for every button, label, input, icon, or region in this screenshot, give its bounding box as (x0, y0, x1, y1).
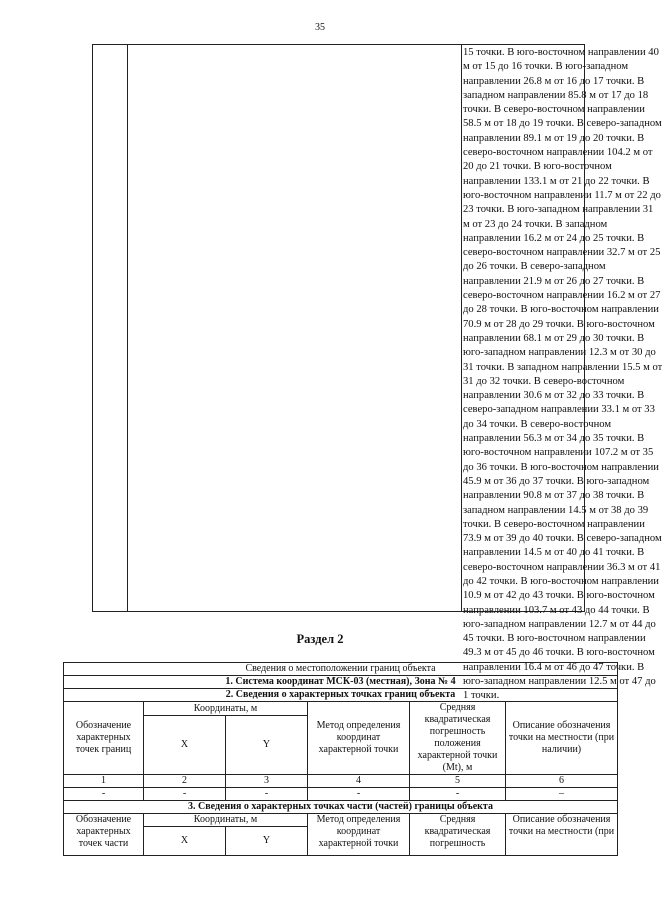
page-number: 35 (315, 22, 325, 33)
description-line: до 36 точки. В юго-восточном направлении (463, 461, 659, 473)
table-cell: - (144, 788, 226, 801)
description-line: до 26 точки. В северо-западном (463, 261, 606, 273)
header-description: Описание обозначения точки на местности (при наличии) (506, 702, 618, 775)
description-line: юго-западном направлении 12.5 м от 47 до (463, 676, 656, 688)
table-cell: - (64, 788, 144, 801)
description-line: направлении 90.8 м от 37 до 38 точки. В (463, 490, 645, 502)
header-method: Метод определения координат характерной точки (308, 702, 410, 775)
description-line: 31 до 32 точки. В северо-восточном (463, 375, 625, 387)
description-line: направлении 30.6 м от 32 до 33 точки. В (463, 390, 645, 402)
description-line: направлении 56.3 м от 34 до 35 точки. В (463, 433, 645, 445)
page-bottom-edge (0, 882, 640, 905)
description-line: до 28 точки. В юго-восточном направлении (463, 304, 659, 316)
description-line: до 42 точки. В юго-восточном направлении (463, 575, 659, 587)
column-number: 5 (410, 775, 506, 788)
description-line: юго-восточном направлении 107.2 м от 35 (463, 447, 654, 459)
header3-point-designation: Обозначение характерных точек части (64, 814, 144, 856)
description-line: 58.5 м от 18 до 19 точки. В северо-западном (463, 118, 662, 130)
description-line: северо-восточном направлении 36.3 м от 41 (463, 561, 661, 573)
table-caption: Сведения о местоположении границ объекта (64, 663, 618, 676)
description-line: западном направлении 85.8 м от 17 до 18 (463, 89, 649, 101)
description-line: северо-восточном направлении 16.2 м от 27 (463, 290, 661, 302)
header3-method: Метод определения координат характерной точки (308, 814, 410, 856)
header-y: Y (226, 716, 308, 775)
description-line: 45.9 м от 36 до 37 точки. В юго-западном (463, 475, 650, 487)
header-point-designation: Обозначение характерных точек границ (64, 702, 144, 775)
table-column-empty (127, 45, 462, 611)
description-line: северо-западном направлении 33.1 м от 33 (463, 404, 655, 416)
header3-y: Y (226, 827, 308, 856)
section-title: Раздел 2 (296, 632, 344, 646)
description-line: 73.9 м от 39 до 40 точки. В северо-западном (463, 533, 662, 545)
description-line: 10.9 м от 42 до 43 точки. В юго-восточном (463, 590, 655, 602)
table-cell: - (308, 788, 410, 801)
points-section-title: 2. Сведения о характерных точках границ объекта (64, 689, 618, 702)
header3-coordinates: Координаты, м (144, 814, 308, 827)
description-line: направлении 68.1 м от 29 до 30 точки. В (463, 332, 645, 344)
coordinate-system-title: 1. Система координат МСК-03 (местная), Зона № 4 (64, 676, 618, 689)
description-line: северо-восточном направлении 104.2 м от (463, 147, 653, 159)
description-line: 70.9 м от 28 до 29 точки. В юго-восточном (463, 318, 655, 330)
header-accuracy: Средняя квадратическая погрешность положения характерной точки (Mt), м (410, 702, 506, 775)
description-line: 1 точки. (463, 690, 500, 702)
table-cell: - (226, 788, 308, 801)
column-number: 1 (64, 775, 144, 788)
boundary-description-text (462, 46, 662, 704)
column-number: 3 (226, 775, 308, 788)
description-line: юго-западном направлении 12.3 м от 30 до (463, 347, 656, 359)
column-number: 6 (506, 775, 618, 788)
description-line: направлении 14.5 м от 40 до 41 точки. В (463, 547, 645, 559)
column-number: 2 (144, 775, 226, 788)
description-line: 20 до 21 точки. В юго-восточном (463, 161, 612, 173)
description-line: юго-восточном направлении 11.7 м от 22 до (463, 189, 661, 201)
boundary-points-table (63, 661, 656, 856)
description-line: северо-восточном направлении 32.7 м от 25 (463, 247, 661, 259)
description-line: 45 точки. В юго-восточном направлении (463, 633, 646, 645)
description-line: 23 точки. В юго-западном направлении 31 (463, 204, 654, 216)
column-number: 4 (308, 775, 410, 788)
description-line: точки. В северо-восточном направлении (463, 104, 645, 116)
description-line: 49.3 м от 45 до 46 точки. В юго-восточном (463, 647, 655, 659)
table-cell: - (410, 788, 506, 801)
description-line: м от 23 до 24 точки. В западном (463, 218, 608, 230)
table-column-number (93, 45, 128, 611)
table-cell: – (506, 788, 618, 801)
description-line: 15 точки. В юго-восточном направлении 40 (463, 47, 659, 58)
part-points-section-title: 3. Сведения о характерных точках части (частей) границы объекта (64, 801, 618, 814)
description-line: 31 точки. В западном направлении 15.5 м от (463, 361, 662, 373)
header3-accuracy: Средняя квадратическая погрешность (410, 814, 506, 856)
header3-x: X (144, 827, 226, 856)
description-line: направлении 26.8 м от 16 до 17 точки. В (463, 75, 645, 87)
description-line: направлении 16.2 м от 24 до 25 точки. В (463, 232, 645, 244)
description-line: точки. В северо-восточном направлении (463, 518, 645, 530)
description-line: юго-западном направлении 12.7 м от 44 до (463, 618, 656, 630)
description-line: м от 15 до 16 точки. В юго-западном (463, 61, 629, 73)
description-line: западном направлении 14.5 м от 38 до 39 (463, 504, 649, 516)
header3-description: Описание обозначения точки на местности (при (506, 814, 618, 856)
description-line: направлении 21.9 м от 26 до 27 точки. В (463, 275, 645, 287)
description-line: направлении 133.1 м от 21 до 22 точки. В (463, 175, 650, 187)
header-coordinates: Координаты, м (144, 702, 308, 716)
description-line: до 34 точки. В северо-восточном (463, 418, 612, 430)
description-line: направлении 16.4 м от 46 до 47 точки. В (463, 661, 645, 673)
description-line: направлении 103.7 м от 43 до 44 точки. В (463, 604, 650, 616)
description-line: направлении 89.1 м от 19 до 20 точки. В (463, 132, 645, 144)
header-x: X (144, 716, 226, 775)
